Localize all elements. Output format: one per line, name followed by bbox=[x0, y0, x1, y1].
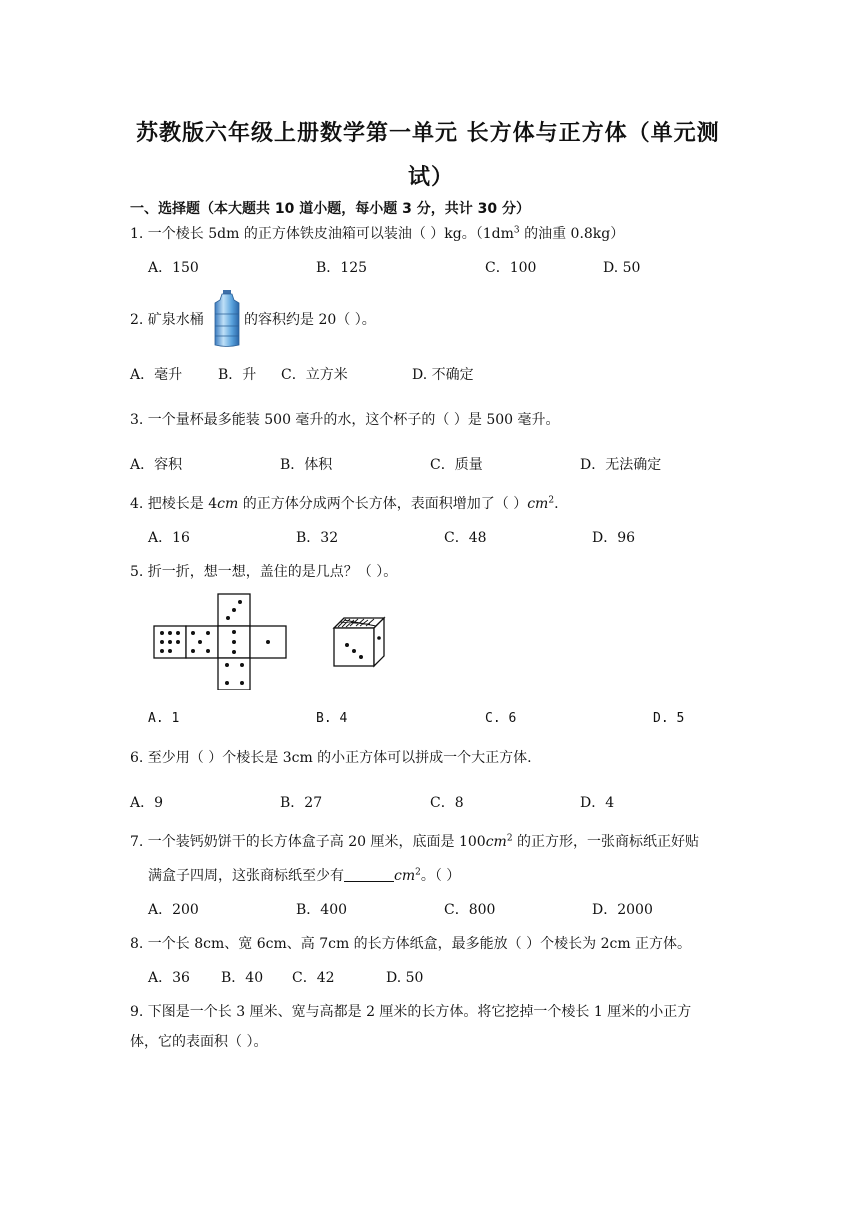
question-5-option-c[interactable]: C. 6 bbox=[485, 711, 517, 726]
question-1-text-a: 1. 一个棱长 5dm 的正方体铁皮油箱可以装油（ ）kg。（1dm bbox=[130, 226, 514, 242]
question-8-option-b[interactable]: B．40 bbox=[221, 970, 264, 986]
question-7-unit: cm bbox=[485, 834, 507, 850]
question-6-option-a[interactable]: A．9 bbox=[130, 795, 164, 811]
question-7-answer-blank[interactable] bbox=[344, 867, 394, 882]
question-4-option-a[interactable]: A．16 bbox=[148, 530, 190, 546]
question-1-option-d[interactable]: D. 50 bbox=[603, 260, 641, 276]
question-3-stem: 3. 一个量杯最多能装 500 毫升的水，这个杯子的（ ）是 500 毫升。 bbox=[130, 412, 560, 428]
question-3-option-b[interactable]: B．体积 bbox=[280, 457, 333, 473]
water-bottle-image bbox=[211, 290, 243, 348]
question-7-line2-sup: 2 bbox=[415, 867, 421, 878]
page-title-line1: 苏教版六年级上册数学第一单元 长方体与正方体（单元测 bbox=[136, 121, 720, 146]
question-7-option-b[interactable]: B．400 bbox=[296, 902, 348, 918]
question-8-option-c[interactable]: C．42 bbox=[292, 970, 335, 986]
question-3-option-c[interactable]: C．质量 bbox=[430, 457, 483, 473]
question-3-option-d[interactable]: D．无法确定 bbox=[580, 457, 662, 473]
question-7-sup: 2 bbox=[506, 833, 513, 844]
question-4-stem bbox=[130, 494, 559, 514]
question-8-option-d[interactable]: D. 50 bbox=[386, 970, 424, 986]
question-6-option-c[interactable]: C．8 bbox=[430, 795, 464, 811]
covered-cube-figure bbox=[330, 614, 388, 670]
question-8-option-a[interactable]: A．36 bbox=[148, 970, 190, 986]
question-5-option-d[interactable]: D. 5 bbox=[653, 711, 685, 726]
question-1-sup: 3 bbox=[513, 225, 520, 236]
question-5-stem: 5. 折一折，想一想，盖住的是几点？（ ）。 bbox=[130, 564, 398, 580]
question-7-line2-unit: cm bbox=[394, 868, 416, 884]
question-4-option-c[interactable]: C．48 bbox=[444, 530, 487, 546]
question-2-option-b[interactable]: B．升 bbox=[218, 367, 257, 383]
question-9-stem-line2: 体，它的表面积（ ）。 bbox=[130, 1034, 268, 1050]
question-1-stem bbox=[130, 224, 624, 244]
question-7-text-b: 的正方形，一张商标纸正好贴 bbox=[512, 834, 700, 850]
question-7-stem-line1 bbox=[130, 832, 699, 852]
question-4-text-c: . bbox=[554, 496, 559, 512]
question-1-option-b[interactable]: B．125 bbox=[316, 260, 368, 276]
dice-net-figure bbox=[150, 590, 290, 690]
question-1-option-a[interactable]: A．150 bbox=[148, 260, 199, 276]
question-3-option-a[interactable]: A．容积 bbox=[130, 457, 183, 473]
page-title-line2: 试） bbox=[408, 165, 455, 190]
question-5-option-a[interactable]: A. 1 bbox=[148, 711, 180, 726]
question-8-stem: 8. 一个长 8cm、宽 6cm、高 7cm 的长方体纸盒，最多能放（ ）个棱长为 2cm 正方体。 bbox=[130, 936, 692, 952]
question-5-option-b[interactable]: B. 4 bbox=[316, 711, 348, 726]
question-4-sup: 2 bbox=[548, 495, 555, 506]
question-1-option-c[interactable]: C．100 bbox=[485, 260, 537, 276]
question-6-option-b[interactable]: B．27 bbox=[280, 795, 323, 811]
question-7-text-a: 7. 一个装钙奶饼干的长方体盒子高 20 厘米，底面是 100 bbox=[130, 834, 486, 850]
question-7-option-d[interactable]: D．2000 bbox=[592, 902, 653, 918]
question-2-option-c[interactable]: C．立方米 bbox=[281, 367, 348, 383]
question-4-text-a: 4. 把棱长是 4 bbox=[130, 496, 218, 512]
question-2-option-a[interactable]: A．毫升 bbox=[130, 367, 183, 383]
question-4-option-d[interactable]: D．96 bbox=[592, 530, 636, 546]
section-heading: 一、选择题（本大题共 10 道小题，每小题 3 分，共计 30 分） bbox=[130, 201, 530, 217]
question-7-option-a[interactable]: A．200 bbox=[148, 902, 199, 918]
question-6-stem: 6. 至少用（ ）个棱长是 3cm 的小正方体可以拼成一个大正方体. bbox=[130, 750, 532, 766]
question-2-stem-a: 2. 矿泉水桶 bbox=[130, 312, 204, 328]
question-7-option-c[interactable]: C．800 bbox=[444, 902, 496, 918]
question-1-text-b: 的油重 0.8kg） bbox=[519, 226, 625, 242]
question-9-stem-line1: 9. 下图是一个长 3 厘米、宽与高都是 2 厘米的长方体。将它挖掉一个棱长 1 厘米的小正方 bbox=[130, 1004, 692, 1020]
question-7-stem-line2 bbox=[148, 866, 460, 886]
question-7-line2-text-a: 满盒子四周，这张商标纸至少有 bbox=[148, 868, 344, 884]
question-4-unit: cm bbox=[217, 496, 239, 512]
question-4-unit2: cm bbox=[527, 496, 549, 512]
question-2-stem-b: 的容积约是 20（ ）。 bbox=[244, 312, 376, 328]
question-2-option-d[interactable]: D. 不确定 bbox=[412, 367, 474, 383]
question-4-option-b[interactable]: B．32 bbox=[296, 530, 339, 546]
question-6-option-d[interactable]: D．4 bbox=[580, 795, 615, 811]
question-7-line2-text-b: 。（ ） bbox=[420, 868, 461, 884]
question-4-text-b: 的正方体分成两个长方体，表面积增加了（ ） bbox=[238, 496, 528, 512]
